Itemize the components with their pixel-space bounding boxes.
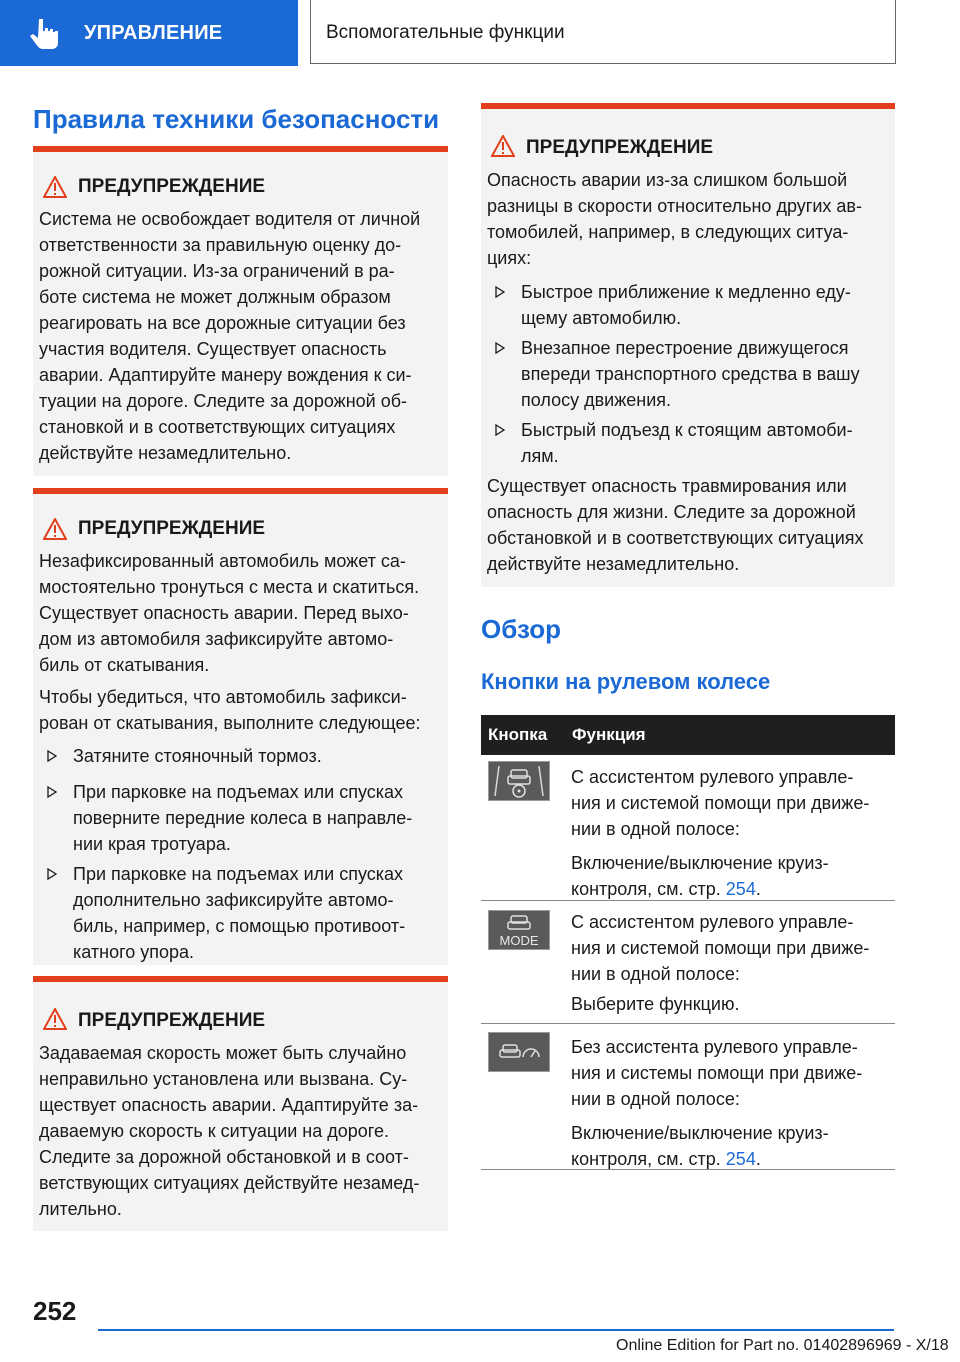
list-item: При парковке на подъемах или спусках поверните передние колеса в направле- нии края тротуара. — [73, 782, 413, 854]
warning-text: Незафиксированный автомобиль может са- мостоятельно тронуться с места и скатиться. Существует опасность аварии. Перед выхо- дом из автомобиля зафиксируйте автомо- биль от скатывания. — [39, 551, 420, 675]
warning-heading: ПРЕДУПРЕЖДЕНИЕ — [78, 1010, 266, 1031]
warning-heading: ПРЕДУПРЕЖДЕНИЕ — [78, 518, 266, 539]
section-tab — [0, 0, 298, 66]
bullet-triangle-icon — [495, 424, 505, 436]
section-label: УПРАВЛЕНИЕ — [84, 22, 223, 44]
header-divider — [310, 0, 311, 64]
warning-text: Опасность аварии из-за слишком большой разницы в скорости относительно других ав- томобилей, например, в следующих ситуа- циях: — [487, 170, 862, 268]
page-link[interactable]: 254 — [725, 1149, 756, 1169]
footer-rule — [98, 1329, 894, 1331]
steering-assist-car-icon — [488, 761, 550, 801]
function-action: Выберите функцию. — [571, 994, 740, 1014]
column-header-button: Кнопка — [488, 725, 548, 744]
bullet-triangle-icon — [495, 342, 505, 354]
function-description: С ассистентом рулевого управле- ния и системой помощи при движе- нии в одной полосе: — [571, 912, 870, 984]
list-item: Быстрое приближение к медленно еду- щему автомобилю. — [521, 282, 851, 328]
function-description: С ассистентом рулевого управле- ния и системой помощи при движе- нии в одной полосе: — [571, 767, 870, 839]
warning-triangle-icon — [43, 1008, 67, 1030]
edition-note: Online Edition for Part no. 01402896969 - X/18 — [616, 1337, 949, 1354]
table-row — [481, 901, 895, 1024]
table-row — [481, 755, 895, 901]
subsection-title: Кнопки на рулевом колесе — [481, 669, 771, 694]
warning-box — [33, 488, 448, 965]
list-item: Затяните стояночный тормоз. — [73, 746, 322, 766]
table-row — [481, 1024, 895, 1170]
header-divider — [895, 0, 896, 64]
cruise-control-icon — [488, 1032, 550, 1072]
list-item: Внезапное перестроение движущегося впереди транспортного средства в вашу полосу движения. — [521, 338, 860, 410]
warning-box — [33, 146, 448, 476]
list-item: При парковке на подъемах или спусках дополнительно зафиксируйте автомо- биль, например, с помощью противоот- катного упора. — [73, 864, 406, 962]
warning-text: Существует опасность травмирования или опасность для жизни. Следите за дорожной обстановкой и в соответствующих ситуациях действуйте незамедлительно. — [487, 476, 864, 574]
section-title: Правила техники безопасности — [33, 104, 440, 134]
warning-text: Чтобы убедиться, что автомобиль зафикси- рован от скатывания, выполните следующее: — [39, 687, 421, 733]
list-item: Быстрый подъезд к стоящим автомоби- лям. — [521, 420, 853, 466]
chapter-title: Вспомогательные функции — [326, 22, 565, 43]
page-link[interactable]: 254 — [725, 879, 756, 899]
warning-text: Задаваемая скорость может быть случайно неправильно установлена или вызвана. Су- ществует опасность аварии. Адаптируйте за- даваемую скорость к ситуации на дороге. Следите за дорожной обстановкой и в соот- ветствующих ситуациях действуйте незамед- лительно. — [39, 1043, 420, 1219]
function-description: Без ассистента рулевого управле- ния и системы помощи при движе- нии в одной полосе: — [571, 1037, 863, 1109]
column-header-function: Функция — [572, 725, 646, 744]
bullet-triangle-icon — [47, 750, 57, 762]
page-number: 252 — [33, 1296, 77, 1326]
function-action: Включение/выключение круиз- контроля, см. стр. 254. — [571, 853, 829, 899]
function-action: Включение/выключение круиз- контроля, см. стр. 254. — [571, 1123, 829, 1169]
bullet-triangle-icon — [47, 868, 57, 880]
page-header — [0, 0, 960, 66]
overview-title: Обзор — [481, 614, 561, 644]
bullet-triangle-icon — [495, 286, 505, 298]
warning-heading: ПРЕДУПРЕЖДЕНИЕ — [78, 176, 266, 197]
warning-heading: ПРЕДУПРЕЖДЕНИЕ — [526, 137, 714, 158]
warning-box — [33, 976, 448, 1231]
bullet-triangle-icon — [47, 786, 57, 798]
warning-text: Система не освобождает водителя от личной ответственности за правильную оценку до- рожной ситуации. Из-за ограничений в ра- боте система не может должным образом реагировать на все дорожные ситуации без участия водителя. Существует опасность аварии. Адаптируйте манеру вождения к си- туации на дороге. Следите за дорожной об- становкой и в соответствующих ситуациях действуйте незамедлительно. — [39, 209, 421, 463]
warning-triangle-icon — [491, 135, 515, 157]
warning-box — [481, 103, 895, 587]
mode-icon — [488, 910, 550, 950]
warning-triangle-icon — [43, 518, 67, 540]
svg-text:MODE: MODE — [499, 933, 539, 948]
warning-triangle-icon — [43, 176, 67, 198]
hand-pointer-icon — [30, 17, 60, 49]
table-header — [481, 715, 895, 755]
